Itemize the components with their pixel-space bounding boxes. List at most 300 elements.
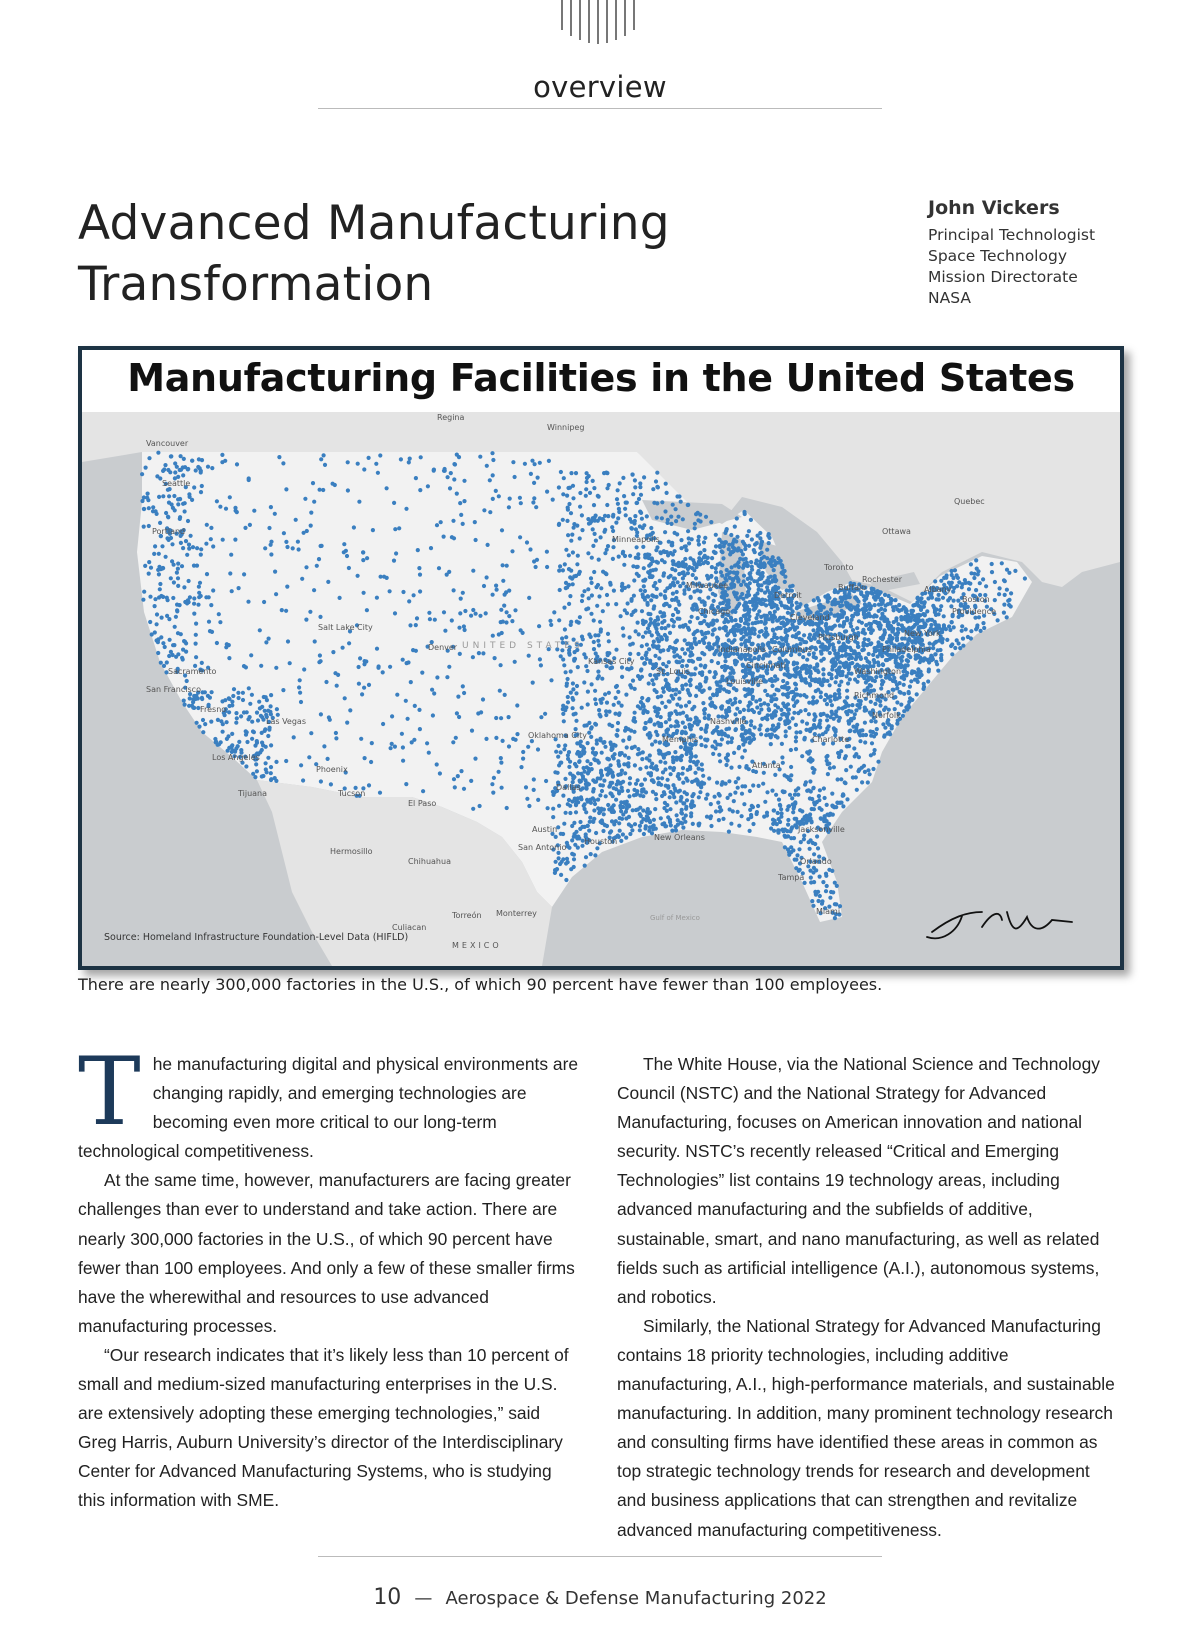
facility-dot (378, 453, 382, 457)
facility-dot (795, 820, 799, 824)
facility-dot (317, 557, 321, 561)
facility-dot (567, 765, 571, 769)
facility-dot (724, 733, 728, 737)
facility-dot (539, 715, 543, 719)
facility-dot (665, 602, 669, 606)
facility-dot (459, 597, 463, 601)
facility-dot (660, 516, 664, 520)
facility-dot (792, 704, 796, 708)
facility-dot (868, 604, 872, 608)
facility-dot (411, 648, 415, 652)
facility-dot (519, 765, 523, 769)
facility-dot (828, 651, 832, 655)
facility-dot (689, 642, 693, 646)
facility-dot (410, 740, 414, 744)
facility-dot (783, 605, 787, 609)
facility-dot (915, 692, 919, 696)
facility-dot (617, 791, 621, 795)
facility-dot (894, 605, 898, 609)
facility-dot (840, 615, 844, 619)
facility-dot (370, 741, 374, 745)
facility-dot (656, 695, 660, 699)
facility-dot (935, 662, 939, 666)
facility-dot (673, 640, 677, 644)
facility-dot (204, 595, 208, 599)
facility-dot (791, 716, 795, 720)
facility-dot (490, 782, 494, 786)
facility-dot (566, 695, 570, 699)
facility-dot (779, 708, 783, 712)
facility-dot (267, 637, 271, 641)
facility-dot (277, 455, 281, 459)
facility-dot (171, 506, 175, 510)
facility-dot (763, 800, 767, 804)
facility-dot (789, 845, 793, 849)
facility-dot (611, 545, 615, 549)
facility-dot (562, 719, 566, 723)
facility-dot (640, 609, 644, 613)
figure-title: Manufacturing Facilities in the United States (127, 356, 1075, 400)
facility-dot (566, 506, 570, 510)
facility-dot (690, 754, 694, 758)
facility-dot (1002, 603, 1006, 607)
facility-dot (639, 814, 643, 818)
facility-dot (795, 606, 799, 610)
facility-dot (457, 455, 461, 459)
facility-dot (931, 642, 935, 646)
facility-dot (666, 778, 670, 782)
facility-dot (880, 682, 884, 686)
facility-dot (655, 485, 659, 489)
facility-dot (585, 723, 589, 727)
facility-dot (819, 690, 823, 694)
facility-dot (822, 786, 826, 790)
facility-dot (778, 616, 782, 620)
facility-dot (538, 657, 542, 661)
facility-dot (1023, 576, 1027, 580)
facility-dot (974, 558, 978, 562)
facility-dot (713, 705, 717, 709)
facility-dot (297, 685, 301, 689)
facility-dot (704, 515, 708, 519)
facility-dot (720, 574, 724, 578)
facility-dot (499, 761, 503, 765)
facility-dot (708, 686, 712, 690)
facility-dot (365, 556, 369, 560)
facility-dot (759, 707, 763, 711)
facility-dot (868, 627, 872, 631)
facility-dot (586, 551, 590, 555)
facility-dot (400, 732, 404, 736)
facility-dot (657, 707, 661, 711)
facility-dot (200, 696, 204, 700)
facility-dot (447, 665, 451, 669)
facility-dot (234, 711, 238, 715)
facility-dot (574, 810, 578, 814)
facility-dot (770, 789, 774, 793)
facility-dot (356, 574, 360, 578)
facility-dot (533, 462, 537, 466)
facility-dot (420, 671, 424, 675)
facility-dot (728, 793, 732, 797)
facility-dot (1005, 568, 1009, 572)
facility-dot (587, 769, 591, 773)
facility-dot (694, 716, 698, 720)
facility-dot (624, 501, 628, 505)
facility-dot (594, 723, 598, 727)
facility-dot (626, 789, 630, 793)
facility-dot (592, 618, 596, 622)
facility-dot (297, 547, 301, 551)
facility-dot (858, 702, 862, 706)
facility-dot (147, 456, 151, 460)
facility-dot (571, 550, 575, 554)
facility-dot (255, 711, 259, 715)
facility-dot (742, 574, 746, 578)
facility-dot (981, 577, 985, 581)
facility-dot (557, 485, 561, 489)
facility-dot (215, 499, 219, 503)
facility-dot (190, 459, 194, 463)
facility-dot (605, 701, 609, 705)
facility-dot (620, 665, 624, 669)
facility-dot (709, 520, 713, 524)
facility-dot (593, 753, 597, 757)
facility-dot (794, 692, 798, 696)
author-name: John Vickers (928, 197, 1060, 219)
facility-dot (417, 708, 421, 712)
facility-dot (161, 494, 165, 498)
facility-dot (619, 614, 623, 618)
facility-dot (901, 714, 905, 718)
facility-dot (794, 747, 798, 751)
facility-dot (749, 719, 753, 723)
facility-dot (923, 624, 927, 628)
facility-dot (706, 596, 710, 600)
facility-dot (734, 662, 738, 666)
facility-dot (671, 592, 675, 596)
facility-dot (762, 653, 766, 657)
facility-dot (635, 565, 639, 569)
facility-dot (731, 702, 735, 706)
facility-dot (659, 592, 663, 596)
facility-dot (921, 687, 925, 691)
facility-dot (815, 834, 819, 838)
facility-dot (298, 678, 302, 682)
facility-dot (491, 634, 495, 638)
facility-dot (617, 711, 621, 715)
facility-dot (596, 633, 600, 637)
facility-dot (474, 538, 478, 542)
facility-dot (758, 552, 762, 556)
facility-dot (708, 696, 712, 700)
facility-dot (720, 737, 724, 741)
facility-dot (783, 835, 787, 839)
facility-dot (671, 760, 675, 764)
facility-dot (418, 488, 422, 492)
facility-dot (706, 561, 710, 565)
facility-dot (730, 736, 734, 740)
facility-dot (793, 682, 797, 686)
facility-dot (166, 515, 170, 519)
facility-dot (822, 605, 826, 609)
facility-dot (640, 696, 644, 700)
facility-dot (463, 628, 467, 632)
facility-dot (716, 801, 720, 805)
facility-dot (571, 776, 575, 780)
facility-dot (662, 550, 666, 554)
facility-dot (636, 747, 640, 751)
facility-dot (421, 789, 425, 793)
facility-dot (602, 471, 606, 475)
facility-dot (791, 634, 795, 638)
facility-dot (821, 672, 825, 676)
facility-dot (532, 481, 536, 485)
facility-dot (742, 708, 746, 712)
facility-dot (570, 838, 574, 842)
facility-dot (601, 741, 605, 745)
facility-dot (772, 559, 776, 563)
facility-dot (869, 591, 873, 595)
facility-dot (598, 793, 602, 797)
facility-dot (249, 653, 253, 657)
facility-dot (647, 556, 651, 560)
facility-dot (452, 477, 456, 481)
facility-dot (871, 653, 875, 657)
facility-dot (259, 664, 263, 668)
facility-dot (471, 569, 475, 573)
facility-dot (812, 801, 816, 805)
facility-dot (574, 719, 578, 723)
facility-dot (792, 711, 796, 715)
facility-dot (599, 701, 603, 705)
facility-dot (687, 536, 691, 540)
facility-dot (681, 576, 685, 580)
facility-dot (510, 619, 514, 623)
facility-dot (744, 632, 748, 636)
facility-dot (937, 612, 941, 616)
facility-dot (867, 652, 871, 656)
facility-dot (744, 766, 748, 770)
facility-dot (851, 725, 855, 729)
facility-dot (829, 608, 833, 612)
facility-dot (773, 640, 777, 644)
facility-dot (617, 701, 621, 705)
facility-dot (181, 648, 185, 652)
facility-dot (757, 727, 761, 731)
facility-dot (680, 772, 684, 776)
facility-dot (716, 661, 720, 665)
facility-dot (688, 620, 692, 624)
facility-dot (873, 603, 877, 607)
facility-dot (789, 836, 793, 840)
facility-dot (157, 565, 161, 569)
facility-dot (622, 494, 626, 498)
facility-dot (626, 584, 630, 588)
facility-dot (728, 552, 732, 556)
facility-dot (534, 505, 538, 509)
facility-dot (596, 583, 600, 587)
facility-dot (868, 614, 872, 618)
facility-dot (861, 644, 865, 648)
facility-dot (584, 855, 588, 859)
facility-dot (699, 621, 703, 625)
facility-dot (743, 628, 747, 632)
facility-dot (610, 666, 614, 670)
facility-dot (840, 706, 844, 710)
facility-dot (580, 599, 584, 603)
facility-dot (205, 523, 209, 527)
facility-dot (883, 593, 887, 597)
facility-dot (646, 626, 650, 630)
facility-dot (784, 729, 788, 733)
facility-dot (812, 712, 816, 716)
facility-dot (498, 689, 502, 693)
facility-dot (930, 596, 934, 600)
facility-dot (912, 639, 916, 643)
facility-dot (263, 546, 267, 550)
facility-dot (720, 704, 724, 708)
facility-dot (551, 793, 555, 797)
facility-dot (892, 620, 896, 624)
facility-dot (663, 767, 667, 771)
facility-dot (838, 801, 842, 805)
facility-dot (753, 725, 757, 729)
facility-dot (627, 756, 631, 760)
facility-dot (793, 793, 797, 797)
facility-dot (866, 638, 870, 642)
facility-dot (819, 649, 823, 653)
facility-dot (791, 810, 795, 814)
facility-dot (605, 503, 609, 507)
facility-dot (381, 670, 385, 674)
facility-dot (192, 485, 196, 489)
facility-dot (886, 602, 890, 606)
facility-dot (660, 558, 664, 562)
facility-dot (856, 599, 860, 603)
facility-dot (773, 674, 777, 678)
facility-dot (576, 554, 580, 558)
facility-dot (639, 493, 643, 497)
facility-dot (703, 728, 707, 732)
facility-dot (671, 792, 675, 796)
facility-dot (821, 667, 825, 671)
facility-dot (723, 664, 727, 668)
facility-dot (551, 498, 555, 502)
facility-dot (389, 746, 393, 750)
facility-dot (798, 730, 802, 734)
facility-dot (476, 711, 480, 715)
facility-dot (828, 766, 832, 770)
facility-dot (570, 533, 574, 537)
facility-dot (569, 620, 573, 624)
facility-dot (798, 602, 802, 606)
facility-dot (201, 718, 205, 722)
facility-dot (736, 810, 740, 814)
facility-dot (869, 753, 873, 757)
facility-dot (975, 623, 979, 627)
facility-dot (309, 731, 313, 735)
facility-dot (221, 538, 225, 542)
facility-dot (714, 570, 718, 574)
facility-dot (708, 670, 712, 674)
facility-dot (573, 797, 577, 801)
facility-dot (681, 826, 685, 830)
facility-dot (669, 711, 673, 715)
facility-dot (650, 633, 654, 637)
facility-dot (956, 576, 960, 580)
facility-dot (364, 659, 368, 663)
facility-dot (984, 584, 988, 588)
facility-dot (855, 605, 859, 609)
facility-dot (833, 916, 837, 920)
facility-dot (699, 727, 703, 731)
facility-dot (687, 700, 691, 704)
facility-dot (812, 651, 816, 655)
facility-dot (841, 804, 845, 808)
facility-dot (748, 789, 752, 793)
facility-dot (912, 670, 916, 674)
facility-dot (551, 815, 555, 819)
facility-dot (660, 500, 664, 504)
facility-dot (890, 726, 894, 730)
facility-dot (813, 890, 817, 894)
facility-dot (855, 655, 859, 659)
facility-dot (775, 688, 779, 692)
facility-dot (697, 535, 701, 539)
author-title-line: Mission Directorate (928, 268, 1078, 286)
facility-dot (824, 889, 828, 893)
facility-dot (809, 672, 813, 676)
facility-dot (693, 779, 697, 783)
facility-dot (299, 763, 303, 767)
facility-dot (610, 724, 614, 728)
facility-dot (658, 610, 662, 614)
facility-dot (718, 809, 722, 813)
facility-dot (367, 456, 371, 460)
facility-dot (739, 631, 743, 635)
facility-dot (491, 791, 495, 795)
facility-dot (645, 657, 649, 661)
facility-dot (749, 815, 753, 819)
facility-dot (851, 628, 855, 632)
facility-dot (902, 683, 906, 687)
facility-dot (710, 565, 714, 569)
facility-dot (751, 603, 755, 607)
facility-dot (766, 728, 770, 732)
facility-dot (624, 836, 628, 840)
facility-dot (610, 525, 614, 529)
facility-dot (435, 675, 439, 679)
facility-dot (175, 571, 179, 575)
facility-dot (597, 495, 601, 499)
facility-dot (800, 638, 804, 642)
facility-dot (178, 517, 182, 521)
facility-dot (726, 620, 730, 624)
facility-dot (797, 847, 801, 851)
facility-dot (226, 734, 230, 738)
facility-dot (677, 690, 681, 694)
facility-dot (615, 782, 619, 786)
facility-dot (572, 865, 576, 869)
facility-dot (562, 476, 566, 480)
facility-dot (362, 686, 366, 690)
facility-dot (882, 628, 886, 632)
facility-dot (603, 528, 607, 532)
facility-dot (580, 528, 584, 532)
facility-dot (757, 577, 761, 581)
facility-dot (640, 757, 644, 761)
